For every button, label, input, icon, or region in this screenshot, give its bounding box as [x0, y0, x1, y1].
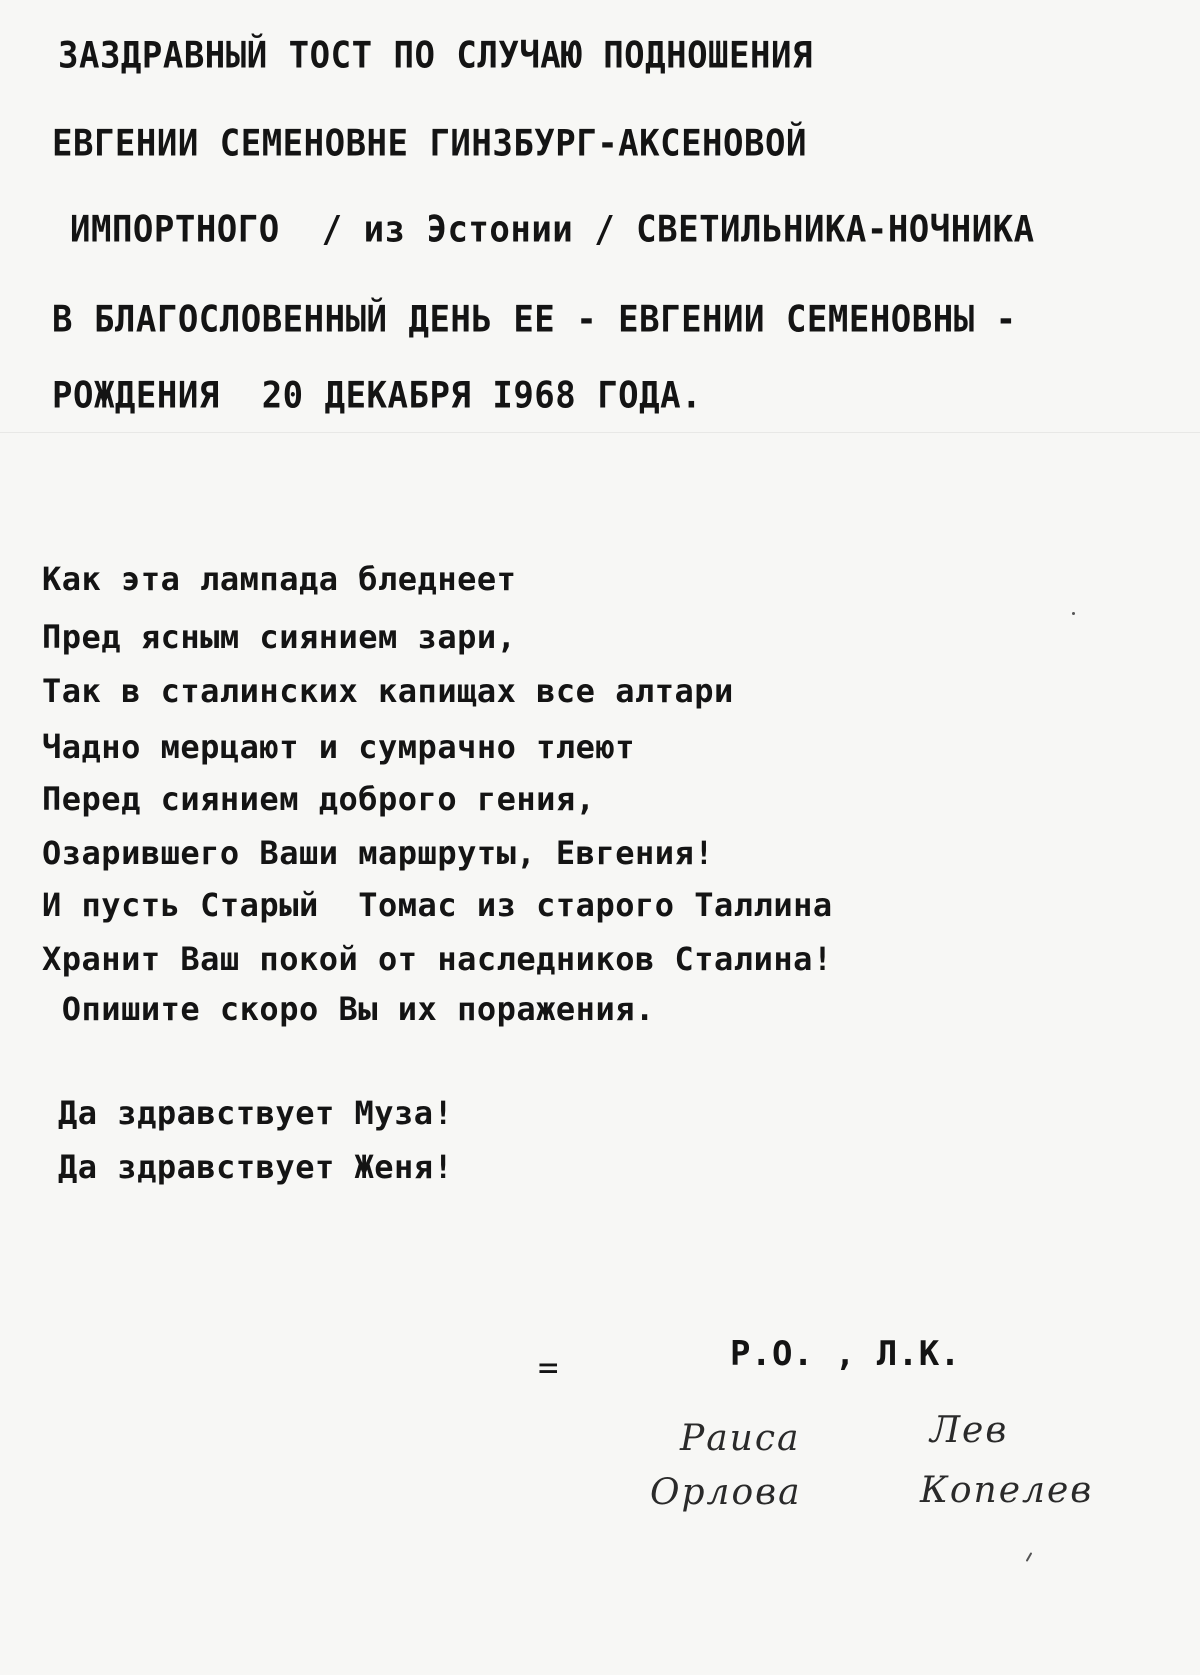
- poem-line-8: Хранит Ваш покой от наследников Сталина!: [42, 940, 833, 978]
- handwritten-first-name-2: Лев: [930, 1410, 1009, 1451]
- handwritten-last-name-1: Орлова: [650, 1472, 802, 1513]
- poem-line-9: Опишите скоро Вы их поражения.: [42, 990, 655, 1028]
- header-line-2: ЕВГЕНИИ СЕМЕНОВНЕ ГИНЗБУРГ-АКСЕНОВОЙ: [52, 122, 807, 166]
- header-line-4: В БЛАГОСЛОВЕННЫЙ ДЕНЬ ЕЕ - ЕВГЕНИИ СЕМЕНОВНЫ -: [52, 298, 1017, 342]
- signature-initials: Р.О. , Л.К.: [730, 1334, 961, 1374]
- handwritten-last-name-2: Копелев: [920, 1470, 1094, 1511]
- paper-fold-line: [0, 432, 1200, 433]
- pen-mark: [1026, 1552, 1033, 1562]
- poem-line-3: Так в сталинских капищах все алтари: [42, 672, 734, 710]
- header-line-1: ЗАЗДРАВНЫЙ ТОСТ ПО СЛУЧАЮ ПОДНОШЕНИЯ: [58, 34, 813, 78]
- poem-line-7: И пусть Старый Томас из старого Таллина: [42, 886, 833, 924]
- poem-line-5: Перед сиянием доброго гения,: [42, 780, 596, 818]
- handwritten-first-name-1: Раиса: [680, 1418, 801, 1459]
- cheers-line-2: Да здравствует Женя!: [58, 1148, 454, 1186]
- header-line-3: ИМПОРТНОГО / из Эстонии / СВЕТИЛЬНИКА-НОЧНИКА: [70, 208, 1035, 252]
- poem-line-4: Чадно мерцают и сумрачно тлеют: [42, 728, 635, 766]
- poem-line-1: Как эта лампада бледнеет: [42, 560, 517, 598]
- cheers-line-1: Да здравствует Муза!: [58, 1094, 454, 1132]
- paper-speck: [1072, 612, 1075, 615]
- poem-line-2: Пред ясным сиянием зари,: [42, 618, 517, 656]
- header-line-5: РОЖДЕНИЯ 20 ДЕКАБРЯ I968 ГОДА.: [52, 374, 703, 418]
- equals-mark: =: [538, 1348, 559, 1388]
- poem-line-6: Озарившего Ваши маршруты, Евгения!: [42, 834, 715, 872]
